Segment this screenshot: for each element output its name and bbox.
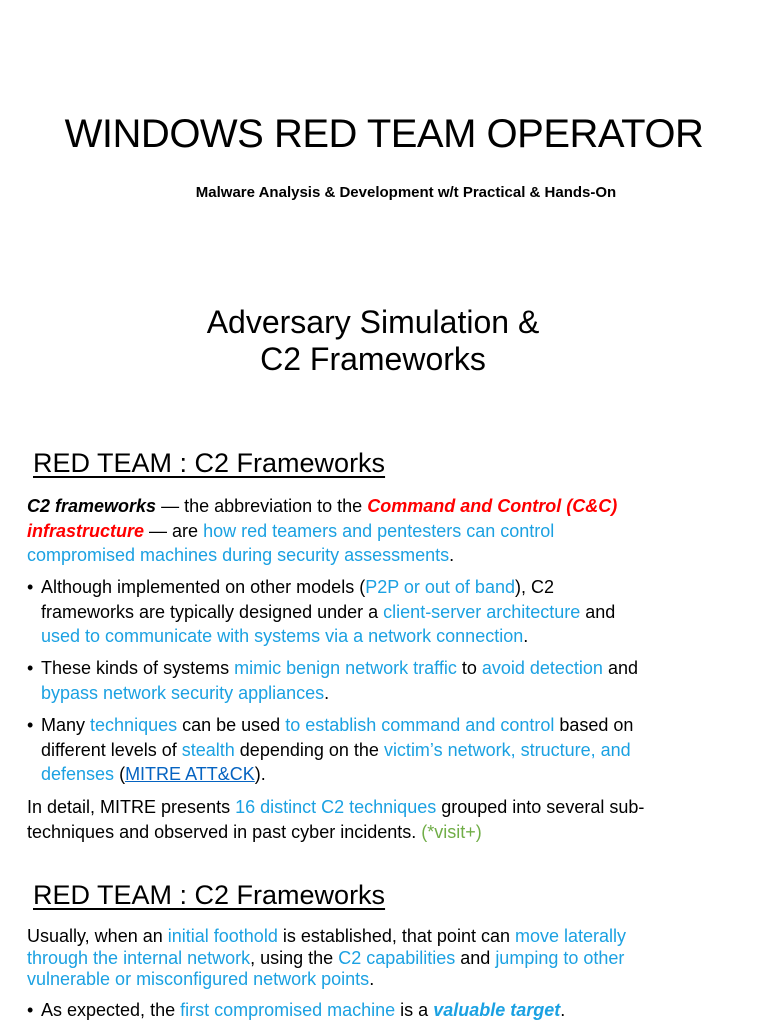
highlight-blue: stealth [181, 739, 235, 760]
highlight-blue: how red teamers and pentesters can control [203, 520, 555, 541]
highlight-blue: P2P or out of band [365, 577, 515, 597]
intro-paragraph: C2 frameworks — the abbreviation to the Command and Control (C&C) infrastructure — are how red teamers and pentesters can control compromised machines during security assessments. [27, 496, 618, 565]
term: C2 frameworks [27, 496, 157, 516]
bullet-icon: • [27, 1000, 34, 1020]
highlight-red: Command and Control (C&C) [367, 496, 618, 516]
highlight-blue: jumping to other [495, 947, 625, 968]
highlight-blue: initial foothold [167, 926, 278, 946]
highlight-blue: used to communicate with systems via a network connection [41, 626, 524, 646]
bullet-item: • Many techniques can be used to establish command and control based on different levels of stealth depending on the victim’s network, structure, and defenses (MITRE ATT&CK). [27, 715, 634, 784]
bullet-item: • These kinds of systems mimic benign network traffic to avoid detection and bypass network security appliances. [27, 658, 638, 703]
highlight-blue-bold: valuable target [433, 1000, 561, 1020]
visit-note: (*visit+) [421, 821, 482, 842]
slide-subtitle: Malware Analysis & Development w/t Practical & Hands-On [195, 184, 617, 201]
highlight-blue: avoid detection [481, 658, 603, 678]
highlight-blue: to establish command and control [285, 715, 555, 735]
subject-line-2: C2 Frameworks [260, 341, 486, 377]
slide-subject [0, 304, 746, 378]
highlight-red: infrastructure [27, 520, 145, 541]
bullet-icon: • [27, 715, 34, 735]
highlight-blue: techniques [90, 715, 178, 735]
bullet-icon: • [27, 577, 34, 597]
highlight-blue: victim’s network, structure, and [383, 739, 631, 760]
highlight-blue: bypass network security appliances [41, 682, 325, 703]
highlight-blue: vulnerable or misconfigured network points [27, 969, 370, 989]
bullet-icon: • [27, 658, 34, 678]
highlight-blue: mimic benign network traffic [234, 658, 457, 678]
highlight-blue: C2 capabilities [338, 947, 456, 968]
highlight-blue: first compromised machine [180, 1000, 396, 1020]
bullet-item: • As expected, the first compromised machine is a valuable target. [27, 998, 732, 1023]
mitre-attack-link[interactable]: MITRE ATT&CK [125, 764, 255, 784]
highlight-blue: move laterally [514, 926, 627, 946]
highlight-blue: 16 distinct C2 techniques [235, 797, 437, 817]
subject-line-1: Adversary Simulation & [206, 304, 540, 340]
highlight-blue: compromised machines during security assessments [27, 545, 450, 565]
highlight-blue: defenses [41, 764, 115, 784]
foothold-paragraph: Usually, when an initial foothold is established, that point can move laterally through the internal network, using the C2 capabilities and jumping to other vulnerable or misconfigured network points. [27, 926, 627, 989]
highlight-blue: client-server architecture [383, 601, 581, 622]
section-heading: RED TEAM : C2 Frameworks [33, 880, 386, 910]
bullet-item: • Although implemented on other models (P2P or out of band), C2 frameworks are typically designed under a client-server architecture and used to communicate with systems via a network connection. [27, 577, 616, 646]
section-heading: RED TEAM : C2 Frameworks [33, 448, 386, 478]
detail-paragraph: In detail, MITRE presents 16 distinct C2 techniques grouped into several sub- techniques and observed in past cyber incidents. (*visit+) [27, 797, 645, 842]
slide-title: WINDOWS RED TEAM OPERATOR [64, 112, 704, 156]
highlight-blue: through the internal network [27, 947, 251, 968]
